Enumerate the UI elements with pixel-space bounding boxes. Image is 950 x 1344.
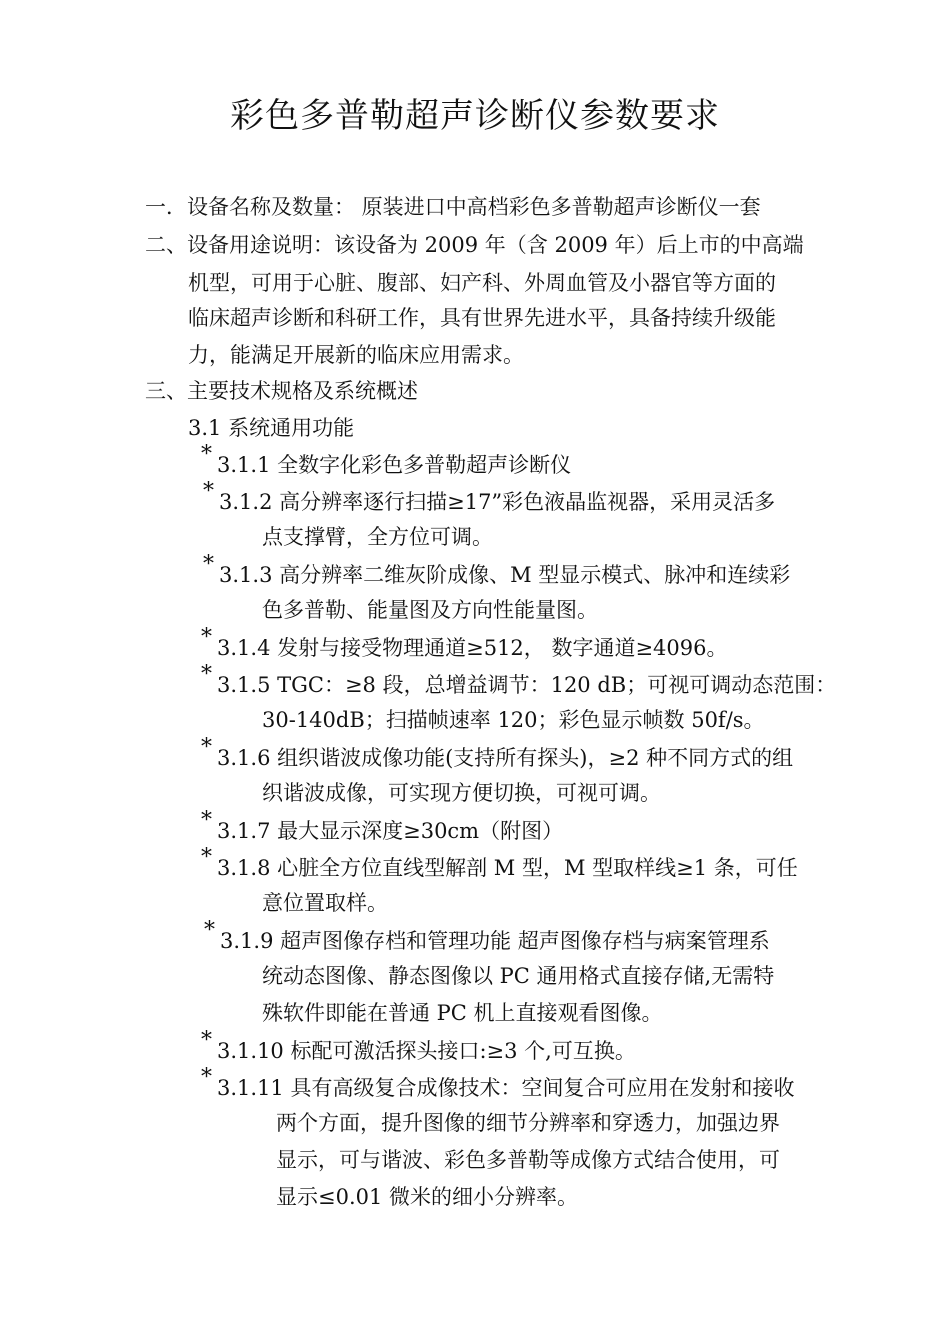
star-marker: * xyxy=(201,625,212,650)
text-line: 3.1.1 全数字化彩色多普勒超声诊断仪 xyxy=(217,453,572,477)
star-marker: * xyxy=(201,1065,212,1090)
text-line: 二、设备用途说明：该设备为 2009 年（含 2009 年）后上市的中高端 xyxy=(145,233,804,257)
text-line: 点支撑臂，全方位可调。 xyxy=(262,525,493,549)
text-line: 3.1.10 标配可激活探头接口:≥3 个,可互换。 xyxy=(217,1039,636,1063)
text-line: 3.1.8 心脏全方位直线型解剖 M 型，M 型取样线≥1 条，可任 xyxy=(217,856,798,880)
section-heading: 三、主要技术规格及系统概述 xyxy=(145,379,418,403)
text-line: 30-140dB；扫描帧速率 120；彩色显示帧数 50f/s。 xyxy=(262,708,765,732)
text-line: 3.1.11 具有高级复合成像技术：空间复合可应用在发射和接收 xyxy=(217,1076,795,1100)
text-line: 3.1.2 高分辨率逐行扫描≥17”彩色液晶监视器，采用灵活多 xyxy=(219,490,776,514)
star-marker: * xyxy=(201,808,212,833)
star-marker: * xyxy=(201,1028,212,1053)
text-line: 3.1.3 高分辨率二维灰阶成像、M 型显示模式、脉冲和连续彩 xyxy=(219,563,791,587)
text-line: 临床超声诊断和科研工作，具有世界先进水平，具备持续升级能 xyxy=(188,306,776,330)
star-marker: * xyxy=(203,552,214,577)
text-line: 意位置取样。 xyxy=(262,891,388,915)
star-marker: * xyxy=(201,442,212,467)
star-marker: * xyxy=(204,918,215,943)
star-marker: * xyxy=(203,479,214,504)
text-line: 色多普勒、能量图及方向性能量图。 xyxy=(262,598,598,622)
text-line: 3.1.9 超声图像存档和管理功能 超声图像存档与病案管理系 xyxy=(220,929,770,953)
text-line: 机型，可用于心脏、腹部、妇产科、外周血管及小器官等方面的 xyxy=(188,271,776,295)
text-line: 统动态图像、静态图像以 PC 通用格式直接存储,无需特 xyxy=(262,964,775,988)
text-line: 显示，可与谐波、彩色多普勒等成像方式结合使用，可 xyxy=(276,1148,780,1172)
text-line: 织谐波成像，可实现方便切换，可视可调。 xyxy=(262,781,661,805)
text-line: 显示≤0.01 微米的细小分辨率。 xyxy=(276,1185,579,1209)
text-line: 3.1.6 组织谐波成像功能(支持所有探头)，≥2 种不同方式的组 xyxy=(217,746,794,770)
star-marker: * xyxy=(201,662,212,687)
star-marker: * xyxy=(201,845,212,870)
text-line: 力，能满足开展新的临床应用需求。 xyxy=(188,343,524,367)
text-line: 3.1.7 最大显示深度≥30cm（附图） xyxy=(217,819,564,843)
text-line: 殊软件即能在普通 PC 机上直接观看图像。 xyxy=(262,1001,663,1025)
text-line: 3.1.5 TGC：≥8 段，总增益调节：120 dB；可视可调动态范围： xyxy=(217,673,837,697)
text-line: 3.1.4 发射与接受物理通道≥512， 数字通道≥4096。 xyxy=(217,636,728,660)
star-marker: * xyxy=(201,735,212,760)
subsection-heading: 3.1 系统通用功能 xyxy=(188,416,355,440)
document-title: 彩色多普勒超声诊断仪参数要求 xyxy=(230,96,720,136)
text-line: 两个方面，提升图像的细节分辨率和穿透力，加强边界 xyxy=(276,1111,780,1135)
text-line: 一．设备名称及数量： 原装进口中高档彩色多普勒超声诊断仪一套 xyxy=(145,195,761,219)
